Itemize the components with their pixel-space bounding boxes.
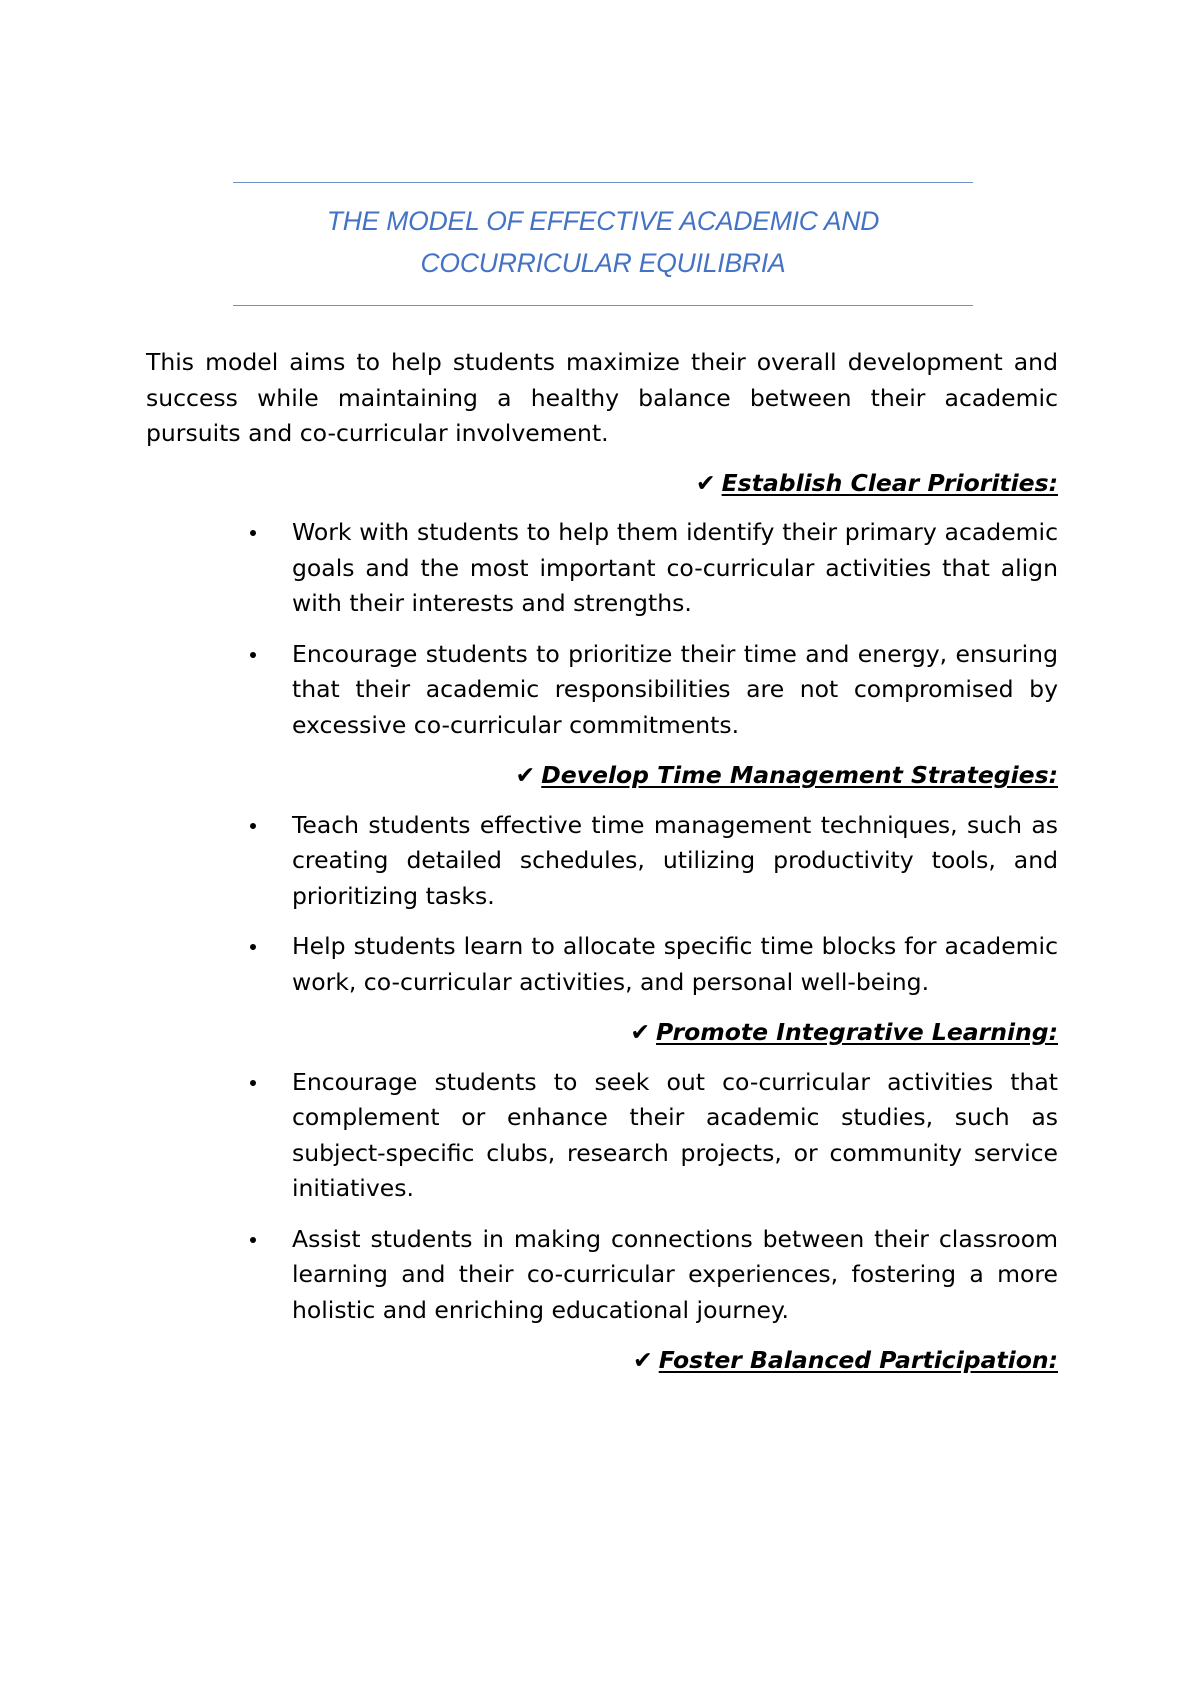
bullet-dot-icon [250,944,256,950]
checkmark-icon: ✔ [515,761,536,789]
section-establish-priorities [146,466,1058,744]
title-top-rule [233,182,973,183]
bullet-dot-icon [250,530,256,536]
section-integrative-learning [146,1015,1058,1328]
bullet-dot-icon [250,652,256,658]
list-item-text: Assist students in making connections between their classroom learning and their co-curricular experiences, fostering a more holistic and enriching educational journey. [292,1224,1058,1324]
section-heading [146,466,1058,502]
bullet-dot-icon [250,1237,256,1243]
bullet-list [146,515,1058,743]
bullet-dot-icon [250,823,256,829]
list-item [146,637,1058,744]
section-heading-text: Foster Balanced Participation: [658,1346,1058,1374]
bullet-list [146,808,1058,1001]
list-item [146,929,1058,1000]
checkmark-icon: ✔ [695,468,716,497]
document-body [146,345,1058,1393]
section-time-management [146,758,1058,1000]
section-balanced-participation [146,1343,1058,1379]
title-line-2: COCURRICULAR EQUILIBRIA [420,248,786,278]
section-heading [146,1343,1058,1379]
list-item [146,1065,1058,1207]
list-item-text: Work with students to help them identify their primary academic goals and the most important co-curricular activities that align with their interests and strengths. [292,518,1058,617]
list-item-text: Encourage students to prioritize their time and energy, ensuring that their academic responsibilities are not compromised by excessive co-curricular commitments. [292,639,1058,739]
section-heading-text: Promote Integrative Learning: [656,1018,1058,1046]
bullet-dot-icon [250,1080,256,1086]
list-item [146,515,1058,622]
section-heading-text: Establish Clear Priorities: [721,468,1058,497]
bullet-list [146,1065,1058,1329]
section-heading [146,1015,1058,1051]
title-bottom-rule [233,305,973,306]
list-item [146,808,1058,915]
checkmark-icon: ✔ [630,1018,651,1046]
document-title [233,200,973,284]
list-item-text: Encourage students to seek out co-curricular activities that complement or enhance their academic studies, such as subject-specific clubs, research projects, or community service initiatives. [292,1067,1058,1202]
title-line-1: THE MODEL OF EFFECTIVE ACADEMIC AND [326,206,880,236]
list-item-text: Teach students effective time management techniques, such as creating detailed schedules, utilizing productivity tools, and prioritizing tasks. [292,810,1058,910]
list-item [146,1222,1058,1329]
list-item-text: Help students learn to allocate specific time blocks for academic work, co-curricular activities, and personal well-being. [292,932,1058,996]
section-heading [146,758,1058,794]
checkmark-icon: ✔ [633,1346,653,1374]
intro-paragraph: This model aims to help students maximize their overall development and success while maintaining a healthy balance between their academic pursuits and co-curricular involvement. [146,348,1058,447]
section-heading-text: Develop Time Management Strategies: [541,761,1058,789]
